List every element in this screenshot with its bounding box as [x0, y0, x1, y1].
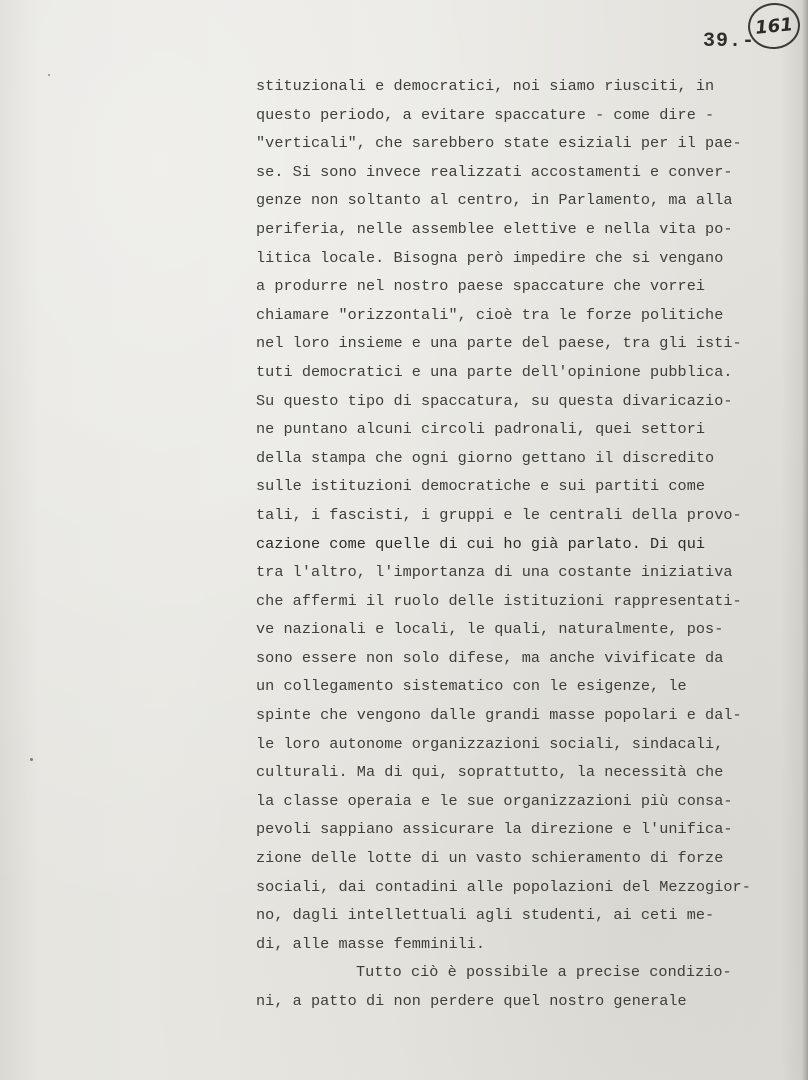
text-line: un collegamento sistematico con le esigenze, le: [256, 677, 687, 696]
text-line: "verticali", che sarebbero state esiziali per il pae-: [256, 134, 742, 153]
text-line: stituzionali e democratici, noi siamo riusciti, in: [256, 77, 715, 95]
text-line: pevoli sappiano assicurare la direzione e l'unifica-: [256, 820, 733, 839]
text-line: zione delle lotte di un vasto schieramento di forze: [256, 849, 724, 868]
text-line: ve nazionali e locali, le quali, naturalmente, pos-: [256, 620, 724, 639]
text-line: tra l'altro, l'importanza di una costante iniziativa: [256, 563, 733, 582]
text-line: se. Si sono invece realizzati accostamenti e conver-: [256, 162, 733, 181]
text-line: di, alle masse femminili.: [256, 934, 486, 953]
text-line: cazione come quelle di cui ho già parlato. Di qui: [256, 534, 706, 553]
paper-speck: [48, 74, 50, 76]
text-line: Su questo tipo di spaccatura, su questa divaricazio-: [256, 391, 733, 410]
text-line: chiamare "orizzontali", cioè tra le forze politiche: [256, 305, 724, 324]
text-line: Tutto ciò è possibile a precise condizio-: [356, 963, 732, 982]
text-line: spinte che vengono dalle grandi masse popolari e dal-: [256, 706, 742, 725]
text-line: sulle istituzioni democratiche e sui partiti come: [256, 477, 706, 496]
text-line: la classe operaia e le sue organizzazioni più consa-: [256, 791, 733, 810]
text-line: litica locale. Bisogna però impedire che si vengano: [256, 248, 724, 267]
text-line: nel loro insieme e una parte del paese, tra gli isti-: [256, 334, 742, 353]
text-line: le loro autonome organizzazioni sociali, sindacali,: [256, 734, 724, 753]
text-line: culturali. Ma di qui, soprattutto, la necessità che: [256, 763, 724, 782]
text-line: sono essere non solo difese, ma anche vivificate da: [256, 648, 724, 667]
text-line: ni, a patto di non perdere quel nostro generale: [256, 992, 687, 1010]
paper-speck: [30, 758, 33, 761]
page-number: 39.-: [703, 30, 756, 53]
text-line: no, dagli intellettuali agli studenti, ai ceti me-: [256, 906, 715, 925]
text-line: tuti democratici e una parte dell'opinione pubblica.: [256, 362, 733, 381]
text-line: questo periodo, a evitare spaccature - come dire -: [256, 105, 715, 124]
text-line: a produrre nel nostro paese spaccature che vorrei: [256, 277, 706, 296]
text-line: genze non soltanto al centro, in Parlamento, ma alla: [256, 191, 733, 210]
text-line: tali, i fascisti, i gruppi e le centrali della provo-: [256, 505, 742, 524]
archive-stamp: 161: [746, 0, 803, 51]
text-line: ne puntano alcuni circoli padronali, quei settori: [256, 420, 706, 439]
text-line: che affermi il ruolo delle istituzioni rappresentati-: [256, 591, 742, 610]
typewritten-text: [256, 72, 796, 1016]
text-line: sociali, dai contadini alle popolazioni del Mezzogior-: [256, 877, 751, 896]
text-line: della stampa che ogni giorno gettano il discredito: [256, 448, 715, 467]
page-edge-shadow: [802, 0, 808, 1080]
text-line: periferia, nelle assemblee elettive e nella vita po-: [256, 219, 733, 238]
